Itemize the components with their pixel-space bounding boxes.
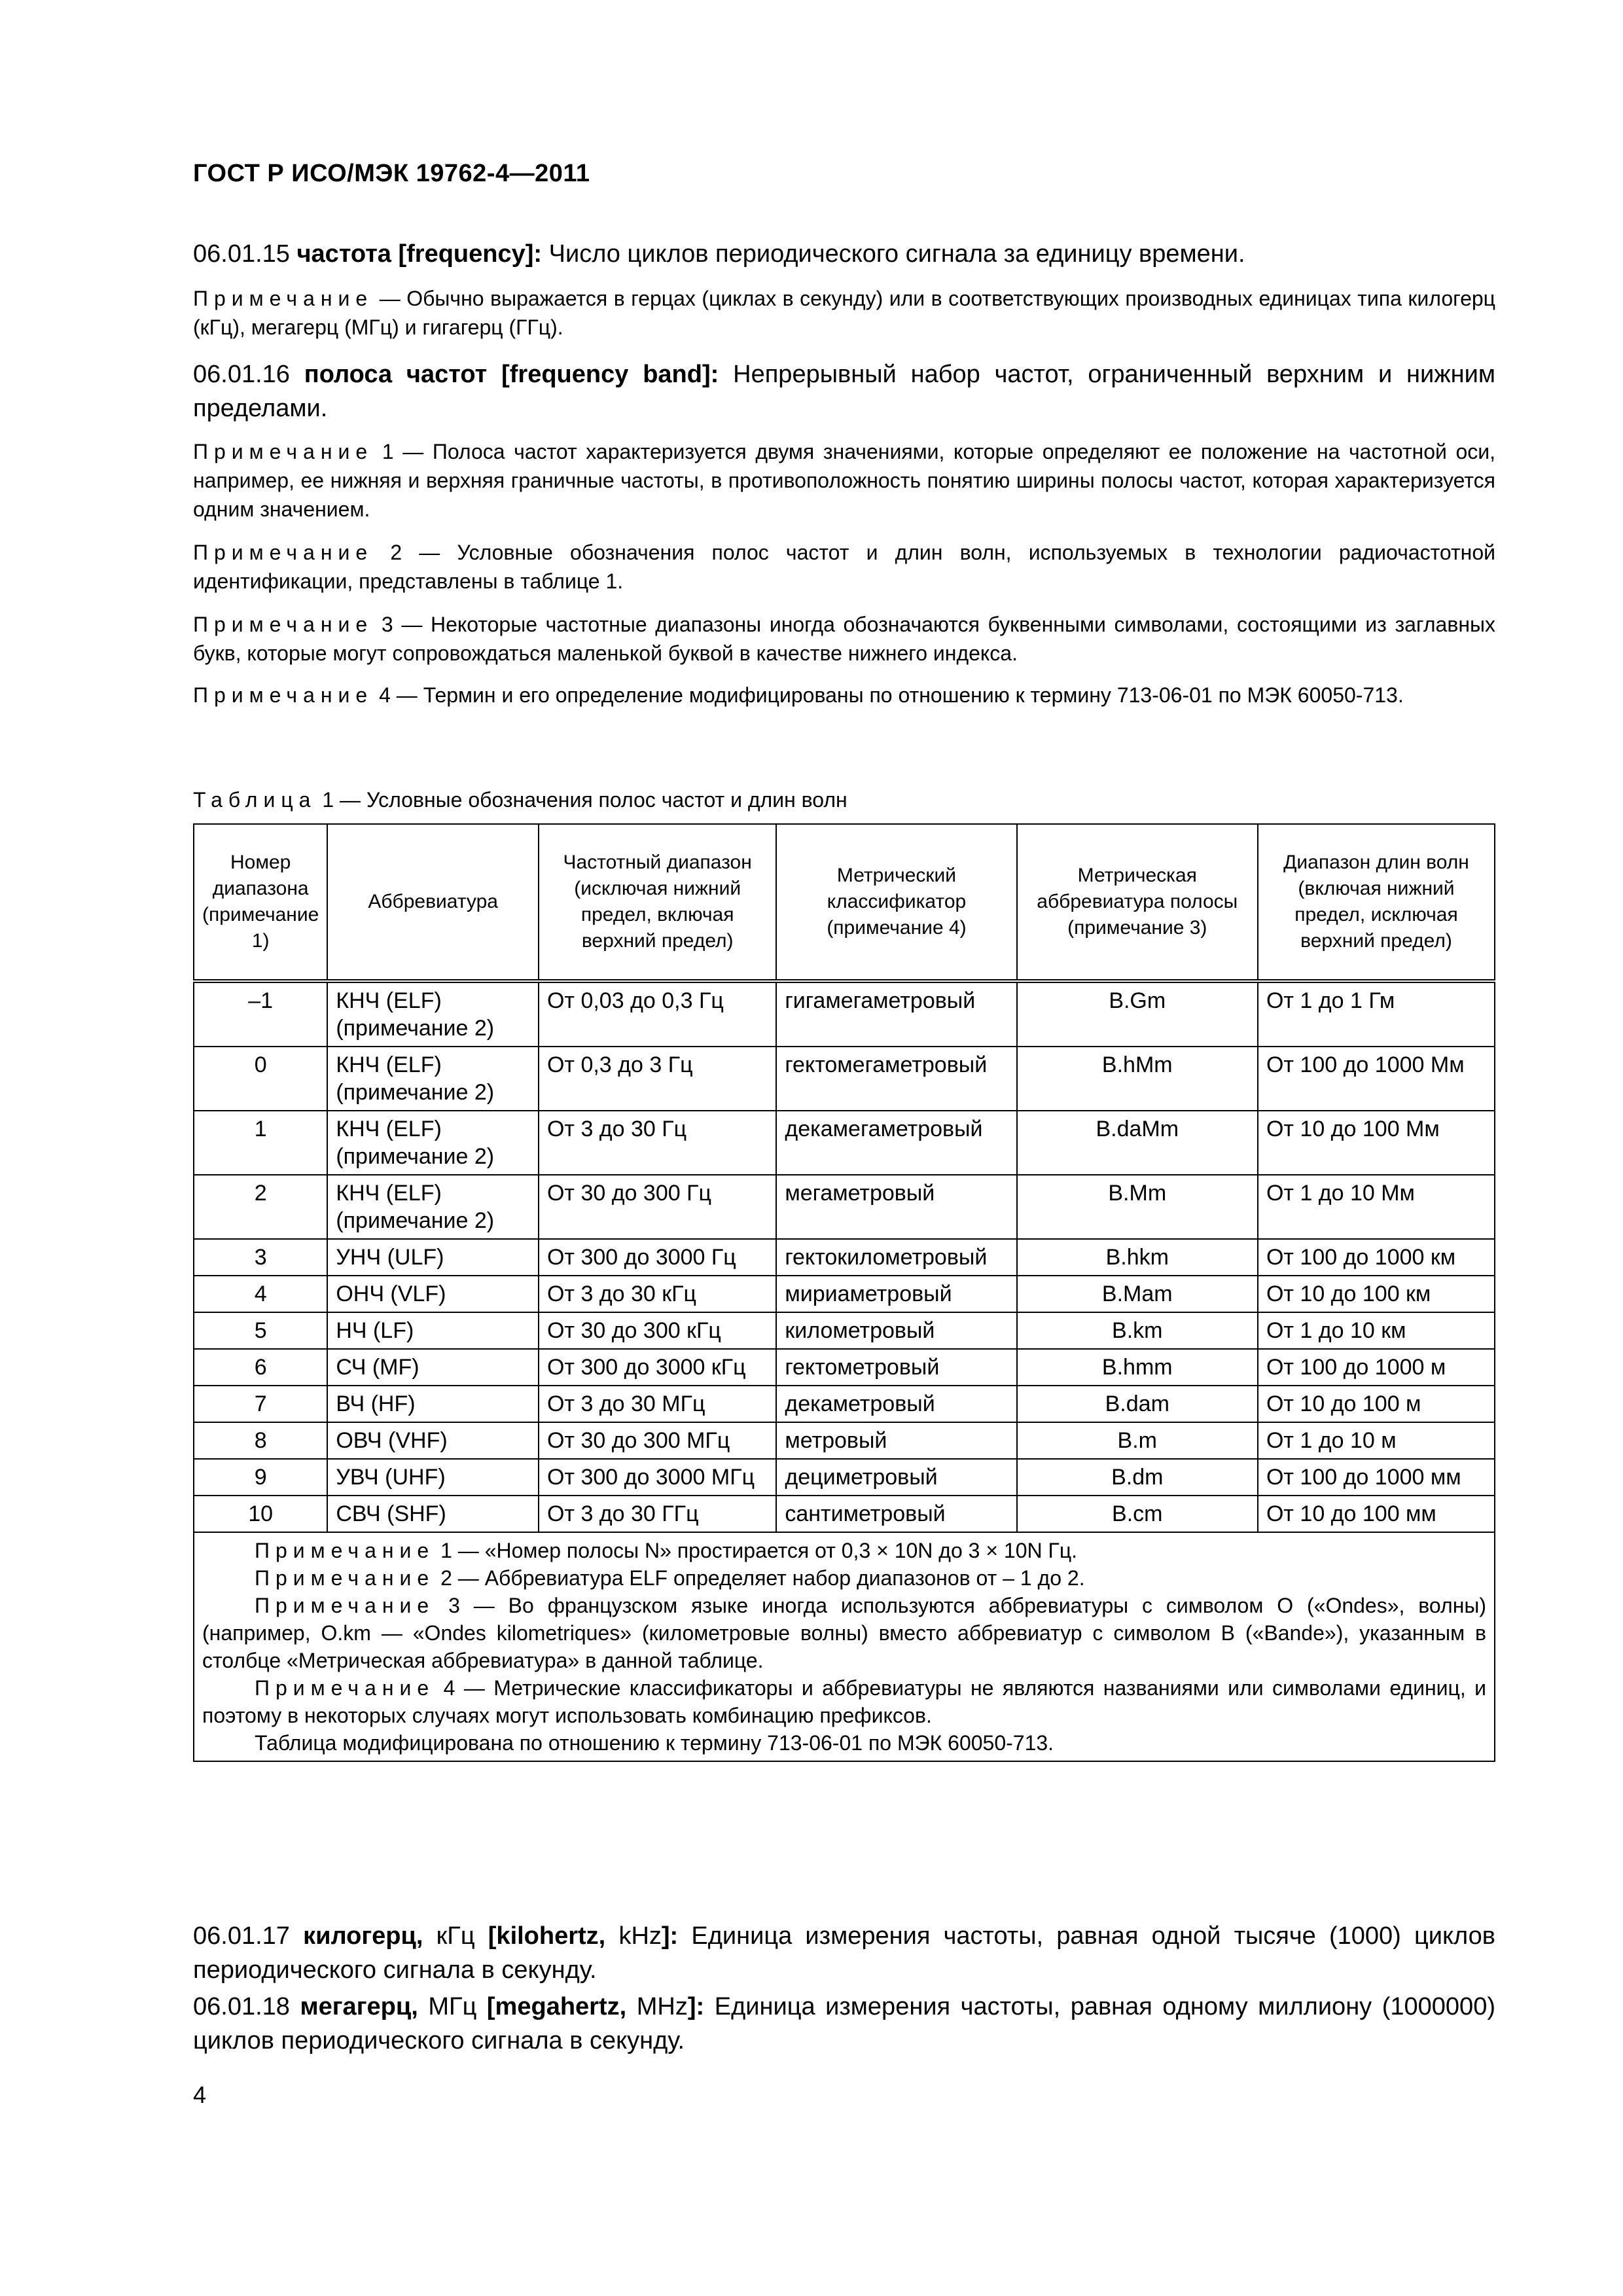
term-number: 06.01.18 (193, 1993, 290, 2020)
abbreviation-cell: ВЧ (HF) (327, 1386, 539, 1422)
band-number-cell: 4 (194, 1276, 327, 1312)
metric-abbreviation-cell: B.dm (1017, 1459, 1258, 1496)
metric-classifier-cell: гигамегаметровый (776, 981, 1016, 1047)
table-row (194, 1386, 1495, 1422)
term-name: полоса частот [frequency band]: (304, 361, 719, 388)
wavelength-range-cell: От 10 до 100 км (1258, 1276, 1495, 1312)
band-number-cell: 5 (194, 1312, 327, 1349)
wavelength-range-cell: От 10 до 100 м (1258, 1386, 1495, 1422)
band-number-cell: 8 (194, 1422, 327, 1459)
table-notes-row (194, 1532, 1495, 1761)
term-name: мегагерц, (300, 1993, 418, 2020)
note-text: — Полоса частот характеризуется двумя значениями, которые определяют ее положение на частотной оси, например, ее нижняя и верхняя граничные частоты, в противоположность понятию ширины полосы частот, которая характеризуется одним значением. (193, 440, 1496, 521)
table-row (194, 1111, 1495, 1175)
metric-abbreviation-cell: B.dam (1017, 1386, 1258, 1422)
metric-abbreviation-cell: B.cm (1017, 1496, 1258, 1532)
note-number: 4 (379, 683, 391, 707)
abbreviation-cell: УНЧ (ULF) (327, 1239, 539, 1276)
term-number: 06.01.16 (193, 361, 290, 388)
abbreviation-cell: КНЧ (ELF) (примечание 2) (327, 1111, 539, 1175)
table-note (202, 1592, 1486, 1674)
note-number: 4 (443, 1676, 455, 1700)
note-text: — Аббревиатура ELF определяет набор диапазонов от – 1 до 2. (457, 1566, 1085, 1590)
term-english-open: [megahertz, (486, 1993, 627, 2020)
note-label: Примечание (193, 440, 374, 463)
term-unit: МГц (428, 1993, 477, 2020)
frequency-range-cell: От 300 до 3000 кГц (539, 1349, 776, 1386)
table-caption-label: Таблица (193, 788, 317, 812)
table-note (202, 1537, 1486, 1564)
term-english-unit: MHz (636, 1993, 688, 2020)
metric-abbreviation-cell: B.Gm (1017, 981, 1258, 1047)
metric-abbreviation-cell: B.hmm (1017, 1349, 1258, 1386)
metric-classifier-cell: декаметровый (776, 1386, 1016, 1422)
abbreviation-cell: КНЧ (ELF) (примечание 2) (327, 981, 539, 1047)
table-caption (193, 785, 847, 814)
term-06-01-18 (193, 1990, 1495, 2058)
metric-classifier-cell: мириаметровый (776, 1276, 1016, 1312)
note-16-2 (193, 538, 1495, 596)
metric-abbreviation-cell: B.hkm (1017, 1239, 1258, 1276)
metric-abbreviation-cell: B.km (1017, 1312, 1258, 1349)
note-label: Примечание (193, 541, 374, 564)
metric-classifier-cell: гектомегаметровый (776, 1047, 1016, 1111)
abbreviation-cell: ОНЧ (VLF) (327, 1276, 539, 1312)
term-definition: Единица измерения частоты, равная одному миллиону (1000000) циклов периодического сигнала в секунду. (193, 1993, 1495, 2054)
metric-abbreviation-cell: B.daMm (1017, 1111, 1258, 1175)
table-caption-text: 1 — Условные обозначения полос частот и длин волн (322, 788, 847, 812)
table-row (194, 1276, 1495, 1312)
wavelength-range-cell: От 1 до 10 Мм (1258, 1175, 1495, 1239)
note-label: Примечание (193, 287, 374, 310)
metric-abbreviation-cell: B.m (1017, 1422, 1258, 1459)
band-number-cell: 0 (194, 1047, 327, 1111)
table-body (194, 981, 1495, 1532)
metric-classifier-cell: дециметровый (776, 1459, 1016, 1496)
metric-classifier-cell: гектокилометровый (776, 1239, 1016, 1276)
table-row (194, 1459, 1495, 1496)
wavelength-range-cell: От 100 до 1000 м (1258, 1349, 1495, 1386)
metric-classifier-cell: метровый (776, 1422, 1016, 1459)
wavelength-range-cell: От 1 до 10 м (1258, 1422, 1495, 1459)
column-header: Частотный диапазон (исключая нижний предел, включая верхний предел) (539, 824, 776, 981)
frequency-range-cell: От 0,3 до 3 Гц (539, 1047, 776, 1111)
column-header: Номер диапазона (примечание 1) (194, 824, 327, 981)
abbreviation-cell: НЧ (LF) (327, 1312, 539, 1349)
table-final-note: Таблица модифицирована по отношению к термину 713-06-01 по МЭК 60050-713. (255, 1731, 1054, 1755)
abbreviation-cell: КНЧ (ELF) (примечание 2) (327, 1175, 539, 1239)
wavelength-range-cell: От 10 до 100 Мм (1258, 1111, 1495, 1175)
frequency-bands-table (193, 823, 1495, 1762)
table-row (194, 1496, 1495, 1532)
abbreviation-cell: СЧ (MF) (327, 1349, 539, 1386)
frequency-range-cell: От 3 до 30 МГц (539, 1386, 776, 1422)
band-number-cell: 3 (194, 1239, 327, 1276)
band-number-cell: 2 (194, 1175, 327, 1239)
note-16-3 (193, 610, 1495, 668)
note-number: 3 (381, 613, 393, 636)
term-name: частота [frequency]: (296, 240, 543, 268)
band-number-cell: 6 (194, 1349, 327, 1386)
note-text: — Метрические классификаторы и аббревиатуры не являются названиями или символами единиц, и поэтому в некоторых случаях могут использовать комбинацию префиксов. (202, 1676, 1487, 1727)
metric-classifier-cell: километровый (776, 1312, 1016, 1349)
table-row (194, 981, 1495, 1047)
metric-abbreviation-cell: B.Mm (1017, 1175, 1258, 1239)
metric-classifier-cell: декамегаметровый (776, 1111, 1016, 1175)
note-text: — Некоторые частотные диапазоны иногда обозначаются буквенными символами, состоящими из заглавных букв, которые могут сопровождаться маленькой буквой в качестве нижнего индекса. (193, 613, 1496, 665)
band-number-cell: 1 (194, 1111, 327, 1175)
frequency-range-cell: От 30 до 300 Гц (539, 1175, 776, 1239)
term-number: 06.01.17 (193, 1922, 290, 1950)
note-label: Примечание (193, 613, 374, 636)
note-number: 2 (390, 541, 402, 564)
wavelength-range-cell: От 100 до 1000 км (1258, 1239, 1495, 1276)
note-text: — Условные обозначения полос частот и длин волн, используемых в технологии радиочастотной идентификации, представлены в таблице 1. (193, 541, 1496, 593)
term-name: килогерц, (303, 1922, 423, 1950)
term-number: 06.01.15 (193, 240, 290, 268)
abbreviation-cell: ОВЧ (VHF) (327, 1422, 539, 1459)
frequency-range-cell: От 3 до 30 ГГц (539, 1496, 776, 1532)
table-row (194, 1312, 1495, 1349)
document-header: ГОСТ Р ИСО/МЭК 19762-4—2011 (193, 160, 590, 187)
metric-classifier-cell: гектометровый (776, 1349, 1016, 1386)
term-definition: Непрерывный набор частот, ограниченный верхним и нижним пределами. (193, 361, 1495, 422)
column-header: Метрический классификатор (примечание 4) (776, 824, 1016, 981)
term-english-unit: kHz (618, 1922, 662, 1950)
wavelength-range-cell: От 10 до 100 мм (1258, 1496, 1495, 1532)
frequency-range-cell: От 0,03 до 0,3 Гц (539, 981, 776, 1047)
note-number: 2 (440, 1566, 452, 1590)
table-row (194, 1175, 1495, 1239)
band-number-cell: –1 (194, 981, 327, 1047)
frequency-range-cell: От 3 до 30 кГц (539, 1276, 776, 1312)
note-number: 1 (382, 440, 394, 463)
note-16-4 (193, 681, 1495, 709)
note-label: Примечание (255, 1676, 435, 1700)
term-definition: Число циклов периодического сигнала за единицу времени. (548, 240, 1245, 268)
note-term-15 (193, 284, 1495, 342)
term-06-01-17 (193, 1919, 1495, 1987)
metric-abbreviation-cell: B.hMm (1017, 1047, 1258, 1111)
note-label: Примечание (193, 683, 374, 707)
frequency-range-cell: От 30 до 300 кГц (539, 1312, 776, 1349)
table-row (194, 1422, 1495, 1459)
frequency-range-cell: От 30 до 300 МГц (539, 1422, 776, 1459)
table-note (202, 1674, 1486, 1729)
note-text: — Термин и его определение модифицированы по отношению к термину 713-06-01 по МЭК 60050-713. (396, 683, 1404, 707)
term-english-close: ]: (661, 1922, 679, 1950)
table-row (194, 1239, 1495, 1276)
frequency-range-cell: От 300 до 3000 МГц (539, 1459, 776, 1496)
column-header: Метрическая аббревиатура полосы (примечание 3) (1017, 824, 1258, 981)
term-06-01-15 (193, 237, 1495, 271)
column-header: Диапазон длин волн (включая нижний предел, исключая верхний предел) (1258, 824, 1495, 981)
band-number-cell: 9 (194, 1459, 327, 1496)
term-unit: кГц (436, 1922, 475, 1950)
note-text: — Обычно выражается в герцах (циклах в секунду) или в соответствующих производных единицах типа килогерц (кГц), мегагерц (МГц) и гигагерц (ГГц). (193, 287, 1496, 339)
note-label: Примечание (255, 1539, 435, 1562)
note-text: — «Номер полосы N» простирается от 0,3 × 10N до 3 × 10N Гц. (457, 1539, 1078, 1562)
metric-abbreviation-cell: B.Mam (1017, 1276, 1258, 1312)
table-header-row (194, 824, 1495, 981)
note-16-1 (193, 437, 1495, 524)
note-number: 3 (448, 1594, 460, 1617)
table-row (194, 1047, 1495, 1111)
note-number: 1 (440, 1539, 452, 1562)
table-notes (194, 1532, 1495, 1761)
term-06-01-16 (193, 357, 1495, 425)
metric-classifier-cell: сантиметровый (776, 1496, 1016, 1532)
term-definition: Единица измерения частоты, равная одной тысяче (1000) циклов периодического сигнала в секунду. (193, 1922, 1495, 1984)
page-number: 4 (193, 2081, 207, 2108)
frequency-range-cell: От 300 до 3000 Гц (539, 1239, 776, 1276)
abbreviation-cell: СВЧ (SHF) (327, 1496, 539, 1532)
term-english-open: [kilohertz, (488, 1922, 606, 1950)
table-row (194, 1349, 1495, 1386)
wavelength-range-cell: От 1 до 1 Гм (1258, 981, 1495, 1047)
column-header: Аббревиатура (327, 824, 539, 981)
frequency-range-cell: От 3 до 30 Гц (539, 1111, 776, 1175)
note-label: Примечание (255, 1594, 435, 1617)
term-english-close: ]: (687, 1993, 705, 2020)
abbreviation-cell: УВЧ (UHF) (327, 1459, 539, 1496)
wavelength-range-cell: От 100 до 1000 Мм (1258, 1047, 1495, 1111)
note-text: — Во французском языке иногда используются аббревиатуры с символом О («Ondes», волны) (например, O.km — «Ondes kilometriques» (километровые волны) вместо аббревиатур с символом В («Bande»), указанным в столбце «Метрическая аббревиатура» в данной таблице. (202, 1594, 1487, 1672)
abbreviation-cell: КНЧ (ELF) (примечание 2) (327, 1047, 539, 1111)
metric-classifier-cell: мегаметровый (776, 1175, 1016, 1239)
wavelength-range-cell: От 1 до 10 км (1258, 1312, 1495, 1349)
wavelength-range-cell: От 100 до 1000 мм (1258, 1459, 1495, 1496)
note-label: Примечание (255, 1566, 435, 1590)
band-number-cell: 7 (194, 1386, 327, 1422)
table-note (202, 1564, 1486, 1592)
band-number-cell: 10 (194, 1496, 327, 1532)
